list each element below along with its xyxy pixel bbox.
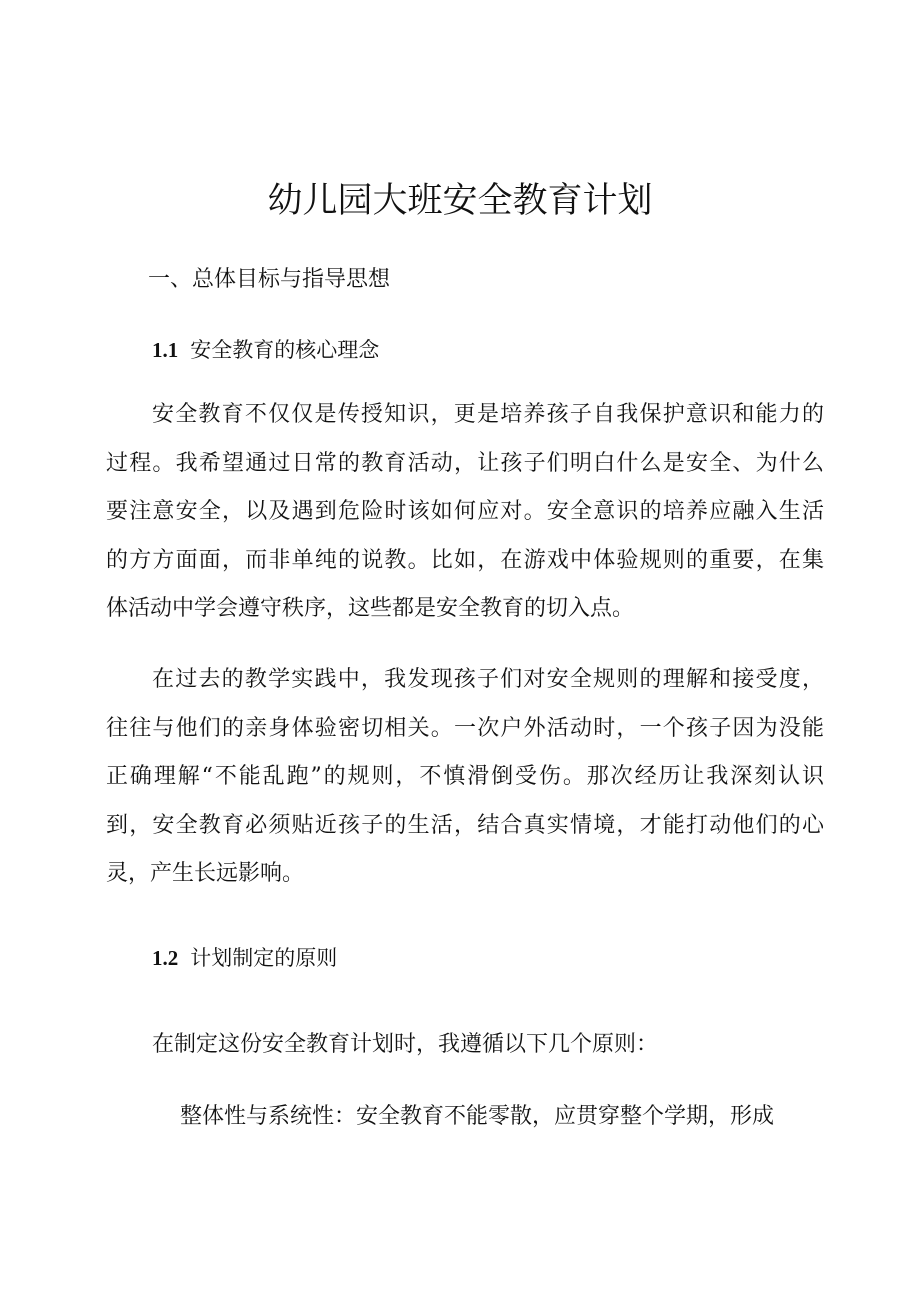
paragraph-line: 过程。我希望通过日常的教育活动，让孩子们明白什么是安全、为什么	[106, 450, 824, 476]
subsection-heading-1-1	[152, 334, 379, 364]
paragraph-core-concept	[106, 391, 824, 634]
subsection-title: 安全教育的核心理念	[190, 338, 380, 362]
subsection-title: 计划制定的原则	[190, 946, 338, 970]
paragraph-line: 要注意安全，以及遇到危险时该如何应对。安全意识的培养应融入生活	[106, 499, 824, 524]
paragraph-line: 的方方面面，而非单纯的说教。比如，在游戏中体验规则的重要，在集	[106, 547, 824, 573]
principle-item: 整体性与系统性：安全教育不能零散，应贯穿整个学期，形成	[180, 1104, 775, 1129]
paragraph-line: 安全教育不仅仅是传授知识，更是培养孩子自我保护意识和能力的	[152, 402, 824, 427]
section-heading: 一、总体目标与指导思想	[148, 267, 391, 292]
paragraph-line: 到，安全教育必须贴近孩子的生活，结合真实情境，才能打动他们的心	[106, 812, 824, 838]
paragraph-line: 往往与他们的亲身体验密切相关。一次户外活动时，一个孩子因为没能	[106, 715, 824, 741]
paragraph-teaching-practice	[106, 656, 824, 899]
subsection-heading-1-2	[152, 942, 337, 972]
paragraph-line: 正确理解“不能乱跑”的规则，不慎滑倒受伤。那次经历让我深刻认识	[106, 764, 824, 789]
document-title: 幼儿园大班安全教育计划	[267, 181, 653, 221]
subsection-number: 1.2	[152, 946, 179, 970]
paragraph-line: 灵，产生长远影响。	[106, 861, 305, 886]
paragraph-line: 体活动中学会遵守秩序，这些都是安全教育的切入点。	[106, 596, 635, 621]
subsection-number: 1.1	[152, 338, 179, 362]
paragraph-line: 在过去的教学实践中，我发现孩子们对安全规则的理解和接受度，	[152, 667, 824, 692]
principles-intro: 在制定这份安全教育计划时，我遵循以下几个原则：	[152, 1032, 659, 1057]
